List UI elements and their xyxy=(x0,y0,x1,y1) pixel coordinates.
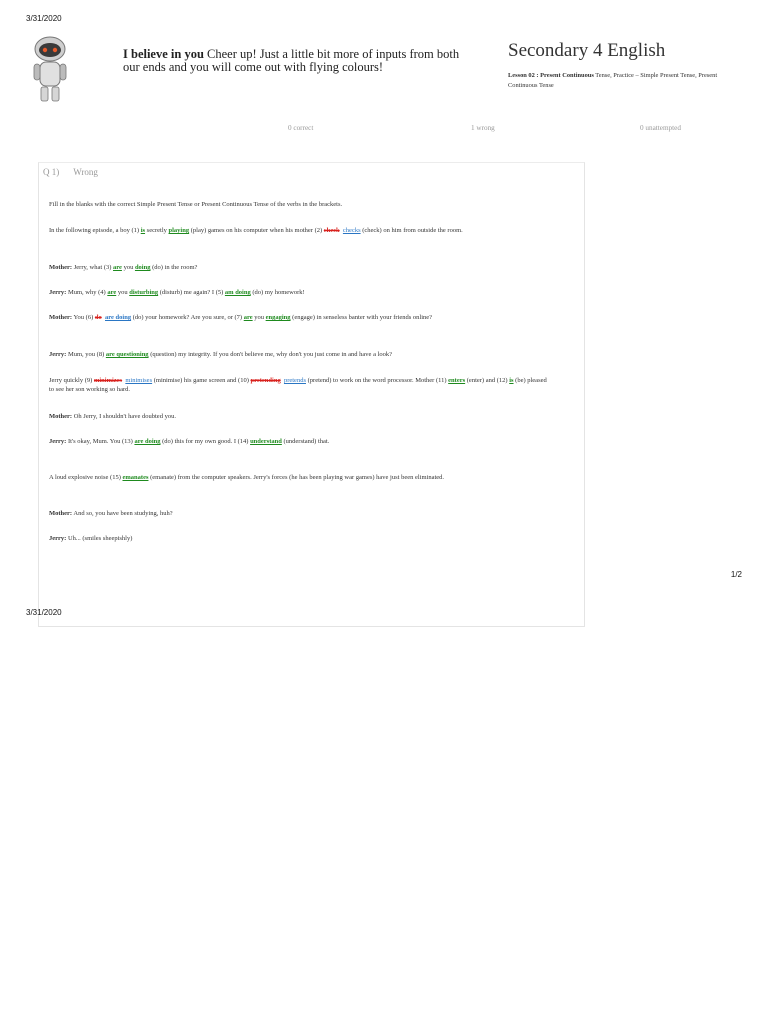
text: (minimise) his game screen and (10) xyxy=(152,377,251,384)
wrong-answer-10: pretending xyxy=(250,377,281,384)
answer-14: understand xyxy=(250,438,282,445)
text: Mum, why (4) xyxy=(66,289,108,296)
answer-4b: disturbing xyxy=(129,289,159,296)
correct-answer-9: minimises xyxy=(125,377,153,384)
paragraph-10 xyxy=(49,510,173,519)
paragraph-2 xyxy=(49,264,197,273)
speaker: Mother: xyxy=(49,510,73,517)
question-number: Q 1) xyxy=(43,167,60,177)
text: you xyxy=(121,264,135,271)
paragraph-9 xyxy=(49,474,444,483)
paragraph-8 xyxy=(49,438,329,447)
text: (enter) and (12) xyxy=(465,377,510,384)
answer-1: is xyxy=(140,227,146,234)
course-title: Secondary 4 English xyxy=(508,40,666,61)
lesson-subtitle xyxy=(508,71,738,91)
answer-1b: playing xyxy=(168,227,190,234)
text: And so, you have been studying, huh? xyxy=(72,510,173,517)
text: (check) on him from outside the room. xyxy=(360,227,463,234)
paragraph-4 xyxy=(49,314,432,323)
text: (do) your homework? Are you sure, or (7) xyxy=(131,314,244,321)
text: Uh... (smiles sheepishly) xyxy=(66,535,133,542)
speaker: Mother: xyxy=(49,264,73,271)
paragraph-6 xyxy=(49,377,551,394)
speaker: Jerry: xyxy=(49,438,67,445)
wrong-answer-6: do xyxy=(94,314,102,321)
text: (disturb) me again? I (5) xyxy=(158,289,225,296)
lesson-bold: Lesson 02 : Present Continuous xyxy=(508,72,594,79)
robot-mascot-icon xyxy=(28,36,72,104)
correct-answer-10: pretends xyxy=(283,377,306,384)
wrong-answer-2: check xyxy=(323,227,340,234)
wrong-answer-9: minimizes xyxy=(93,377,123,384)
correct-count: 0 correct xyxy=(288,124,314,132)
text: (understand) that. xyxy=(281,438,330,445)
instruction: Fill in the blanks with the correct Simple Present Tense or Present Continuous Tense of the verbs in the brackets. xyxy=(49,201,343,208)
text: Mum, you (8) xyxy=(66,351,106,358)
text: A loud explosive noise (15) xyxy=(49,474,123,481)
answer-5: am doing xyxy=(224,289,251,296)
print-date-2: 3/31/2020 xyxy=(26,608,62,617)
answer-8: are questioning xyxy=(105,351,149,358)
lesson-text: Tense, Practice – Simple Present Tense, Present Continuous Tense xyxy=(508,72,718,89)
page-number: 1/2 xyxy=(730,570,742,579)
answer-3b: doing xyxy=(134,264,151,271)
speaker: Jerry: xyxy=(49,351,67,358)
text: Jerry quickly (9) xyxy=(49,377,94,384)
correct-answer-6: are doing xyxy=(105,314,132,321)
text: (engage) in senseless banter with your friends online? xyxy=(290,314,433,321)
answer-13: are doing xyxy=(134,438,161,445)
text: Oh Jerry, I shouldn't have doubted you. xyxy=(72,413,176,420)
paragraph-3 xyxy=(49,289,305,298)
paragraph-7 xyxy=(49,413,176,422)
motto-bold: I believe in you xyxy=(123,47,204,61)
unattempted-count: 0 unattempted xyxy=(640,124,681,132)
question-status: Wrong xyxy=(73,167,98,177)
correct-answer-2: checks xyxy=(342,227,361,234)
text: Jerry, what (3) xyxy=(72,264,114,271)
text: (pretend) to work on the word processor. Mother (11) xyxy=(305,377,449,384)
speaker: Jerry: xyxy=(49,289,67,296)
text: (be) pleased to see her son working so hard. xyxy=(49,377,547,393)
text: you xyxy=(116,289,130,296)
answer-4: are xyxy=(107,289,117,296)
speaker: Mother: xyxy=(49,314,73,321)
answer-7: are xyxy=(243,314,253,321)
text: In the following episode, a boy (1) xyxy=(49,227,141,234)
answer-3: are xyxy=(113,264,122,271)
question-header xyxy=(43,167,112,177)
text: (question) my integrity. If you don't believe me, why don't you just come in and have a look? xyxy=(148,351,393,358)
text: you xyxy=(252,314,266,321)
question-panel xyxy=(38,162,585,627)
text: It's okay, Mum. You (13) xyxy=(66,438,135,445)
text: (do) this for my own good. I (14) xyxy=(160,438,251,445)
paragraph-1 xyxy=(49,227,463,236)
text: You (6) xyxy=(72,314,95,321)
speaker: Jerry: xyxy=(49,535,67,542)
paragraph-5 xyxy=(49,351,392,360)
text: (play) games on his computer when his mother (2) xyxy=(189,227,324,234)
speaker: Mother: xyxy=(49,413,73,420)
answer-15: emanates xyxy=(122,474,149,481)
text: (do) in the room? xyxy=(150,264,198,271)
text: (do) my homework! xyxy=(250,289,305,296)
wrong-count: 1 wrong xyxy=(471,124,495,132)
answer-7b: engaging xyxy=(265,314,291,321)
answer-11: enters xyxy=(448,377,466,384)
motivation-message xyxy=(123,48,473,74)
text: secretly xyxy=(145,227,169,234)
print-date: 3/31/2020 xyxy=(26,14,62,23)
answer-12: is xyxy=(509,377,514,384)
text: (emanate) from the computer speakers. Jerry's forces (he has been playing war games) have just been eliminated. xyxy=(148,474,445,481)
paragraph-11 xyxy=(49,535,132,544)
motto-text: Cheer up! Just a little bit more of inputs from both our ends and you will come out with flying colours! xyxy=(123,47,460,74)
